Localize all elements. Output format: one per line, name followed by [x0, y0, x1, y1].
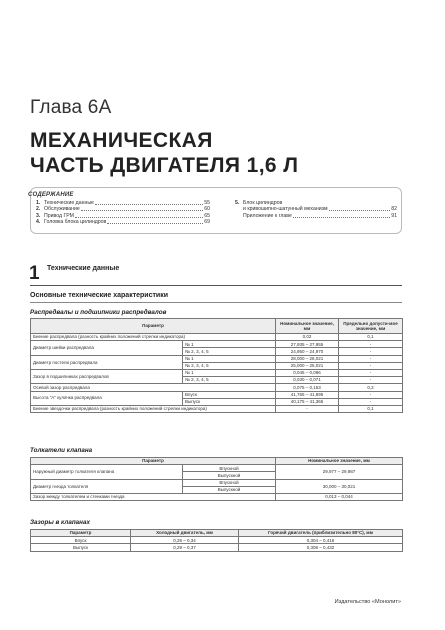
sub-param-cell: Впуск	[183, 391, 276, 398]
table-header-row	[31, 458, 403, 465]
camshaft-table-caption: Распредвалы и подшипники распредвалов	[30, 309, 167, 316]
sub-param-cell: № 1	[183, 369, 276, 376]
cold-cell: 0,26 – 0,34	[131, 537, 239, 544]
sub-param-cell: № 1	[183, 355, 276, 362]
sub-param-cell: Выпуск	[183, 398, 276, 405]
nominal-cell: 27,935 – 27,955	[276, 341, 339, 348]
nominal-cell: -	[276, 405, 339, 412]
toc-heading: СОДЕРЖАНИЕ	[28, 192, 74, 198]
toc-item-page: 60	[204, 206, 210, 213]
chapter-label: Глава 6А	[30, 97, 112, 118]
header-hot: Горячий двигатель (приблизительно 80°С), мм	[239, 530, 403, 537]
limit-cell: -	[339, 398, 403, 405]
subsection-divider	[30, 302, 402, 303]
limit-cell: -	[339, 369, 403, 376]
toc-item-number: 3.	[36, 212, 41, 219]
param-cell: Диаметр шейки распредвала	[31, 341, 183, 355]
table-row	[31, 493, 403, 500]
nominal-cell: 41,765 – 41,895	[276, 391, 339, 398]
limit-cell: -	[339, 377, 403, 384]
lifter-table	[30, 457, 403, 501]
nominal-cell: 0,013 – 0,044	[276, 493, 403, 500]
sub-param-cell: № 2, 3, 4, 5	[183, 362, 276, 369]
toc-dots	[329, 210, 391, 211]
page-title-line-2: ЧАСТЬ ДВИГАТЕЛЯ 1,6 Л	[30, 154, 299, 177]
section-title: Технические данные	[47, 265, 120, 272]
limit-cell: 0,2	[339, 384, 403, 391]
subsection-title: Основные технические характеристики	[30, 292, 169, 299]
page-title-line-1: МЕХАНИЧЕСКАЯ	[30, 129, 213, 152]
limit-cell: -	[339, 362, 403, 369]
toc-dots	[293, 217, 390, 218]
nominal-cell: 40,175 – 41,365	[276, 398, 339, 405]
toc-item-text: Технические данные	[44, 199, 94, 206]
section-number: 1	[29, 263, 40, 284]
limit-cell: 0,1	[339, 405, 403, 412]
hot-cell: 0,308 – 0,432	[239, 544, 403, 551]
param-cell: Диаметр гнезда толкателя	[31, 479, 183, 493]
table-header-row	[31, 530, 403, 537]
toc-dots	[75, 217, 203, 218]
toc-left-column	[36, 200, 210, 226]
toc-dots	[95, 204, 203, 205]
toc-item-text: и кривошипно-шатунный механизм	[243, 206, 328, 213]
table-header-row	[31, 319, 403, 334]
table-row	[31, 405, 403, 412]
param-cell: Биение звездочки распредвала (разность крайних положений стрелки индикатора)	[31, 405, 276, 412]
param-cell: Диаметр постели распредвала	[31, 355, 183, 369]
lifter-table-caption: Толкатели клапана	[30, 447, 93, 454]
table-row	[31, 384, 403, 391]
toc-item-text: Обслуживание	[44, 206, 80, 213]
limit-cell: 0,1	[339, 334, 403, 341]
param-cell: Высота "А" кулачка распредвала	[31, 391, 183, 405]
toc-item-page: 65	[204, 212, 210, 219]
sub-param-cell: № 1	[183, 341, 276, 348]
section-divider	[30, 285, 402, 286]
sub-param-cell: № 2, 3, 4, 5	[183, 348, 276, 355]
limit-cell: -	[339, 341, 403, 348]
param-cell: Биение распредвала (разность крайних положений стрелки индикатора)	[31, 334, 276, 341]
header-param: Параметр	[31, 458, 276, 465]
toc-item-page: 82	[391, 206, 397, 213]
limit-cell: -	[339, 355, 403, 362]
toc-item-number: 5.	[235, 199, 240, 206]
toc-item[interactable]	[235, 213, 397, 219]
table-row	[31, 544, 403, 551]
table-row	[31, 369, 403, 376]
toc-item-text: Привод ГРМ	[44, 212, 74, 219]
header-param: Параметр	[31, 530, 131, 537]
table-row	[31, 334, 403, 341]
table-row	[31, 355, 403, 362]
limit-cell: -	[339, 348, 403, 355]
toc-item-page: 69	[204, 219, 210, 226]
nominal-cell: 28,000 – 28,021	[276, 355, 339, 362]
header-nominal: Номинальное значение, мм	[276, 319, 339, 334]
sub-param-cell: Впускной	[183, 479, 276, 486]
toc-item-text: Блок цилиндров	[243, 199, 283, 206]
header-cold: Холодный двигатель, мм	[131, 530, 239, 537]
header-param: Параметр	[31, 319, 276, 334]
camshaft-table	[30, 318, 403, 413]
publisher-footer: Издательство «Монолит»	[334, 599, 401, 605]
nominal-cell: 0,075 – 0,153	[276, 384, 339, 391]
limit-cell: -	[339, 391, 403, 398]
sub-param-cell: Выпускной	[183, 486, 276, 493]
table-row	[31, 537, 403, 544]
toc-item-page: 55	[204, 199, 210, 206]
table-row	[31, 479, 403, 486]
table-row	[31, 341, 403, 348]
toc-item-page: 91	[391, 212, 397, 219]
toc-item-text: Головка блока цилиндров	[44, 219, 107, 226]
header-limit: Предельно допусти-мое значение, мм	[339, 319, 403, 334]
table-row	[31, 391, 403, 398]
valve-table	[30, 529, 403, 552]
toc-item-number: 4.	[36, 219, 41, 226]
nominal-cell: 0,030 – 0,071	[276, 377, 339, 384]
cold-cell: 0,29 – 0,37	[131, 544, 239, 551]
param-cell: Выпуск	[31, 544, 131, 551]
nominal-cell: 24,950 – 24,970	[276, 348, 339, 355]
toc-dots	[107, 223, 203, 224]
sub-param-cell: Выпускной	[183, 472, 276, 479]
valve-table-caption: Зазоры в клапанах	[30, 519, 90, 526]
nominal-cell: 29,977 – 29,987	[276, 465, 403, 479]
table-row	[31, 465, 403, 472]
sub-param-cell: № 2, 3, 4, 5	[183, 377, 276, 384]
toc-item-text: Приложение к главе	[243, 212, 292, 219]
nominal-cell: 0,045 – 0,086	[276, 369, 339, 376]
header-nominal: Номинальное значение, мм	[276, 458, 403, 465]
param-cell: Наружный диаметр толкателя клапана	[31, 465, 183, 479]
param-cell: Зазор в подшипниках распредвалов	[31, 369, 183, 383]
param-cell: Осевой зазор распредвала	[31, 384, 276, 391]
param-cell: Впуск	[31, 537, 131, 544]
toc-item[interactable]	[36, 219, 210, 225]
toc-item-number: 1.	[36, 199, 41, 206]
param-cell: Зазор между толкателем и стенками гнезда	[31, 493, 276, 500]
nominal-cell: 0,02	[276, 334, 339, 341]
toc-item-number: 2.	[36, 206, 41, 213]
nominal-cell: 30,000 – 30,021	[276, 479, 403, 493]
nominal-cell: 25,000 – 25,021	[276, 362, 339, 369]
toc-right-column	[235, 200, 397, 219]
sub-param-cell: Впускной	[183, 465, 276, 472]
hot-cell: 0,304 – 0,416	[239, 537, 403, 544]
toc-dots	[81, 210, 203, 211]
